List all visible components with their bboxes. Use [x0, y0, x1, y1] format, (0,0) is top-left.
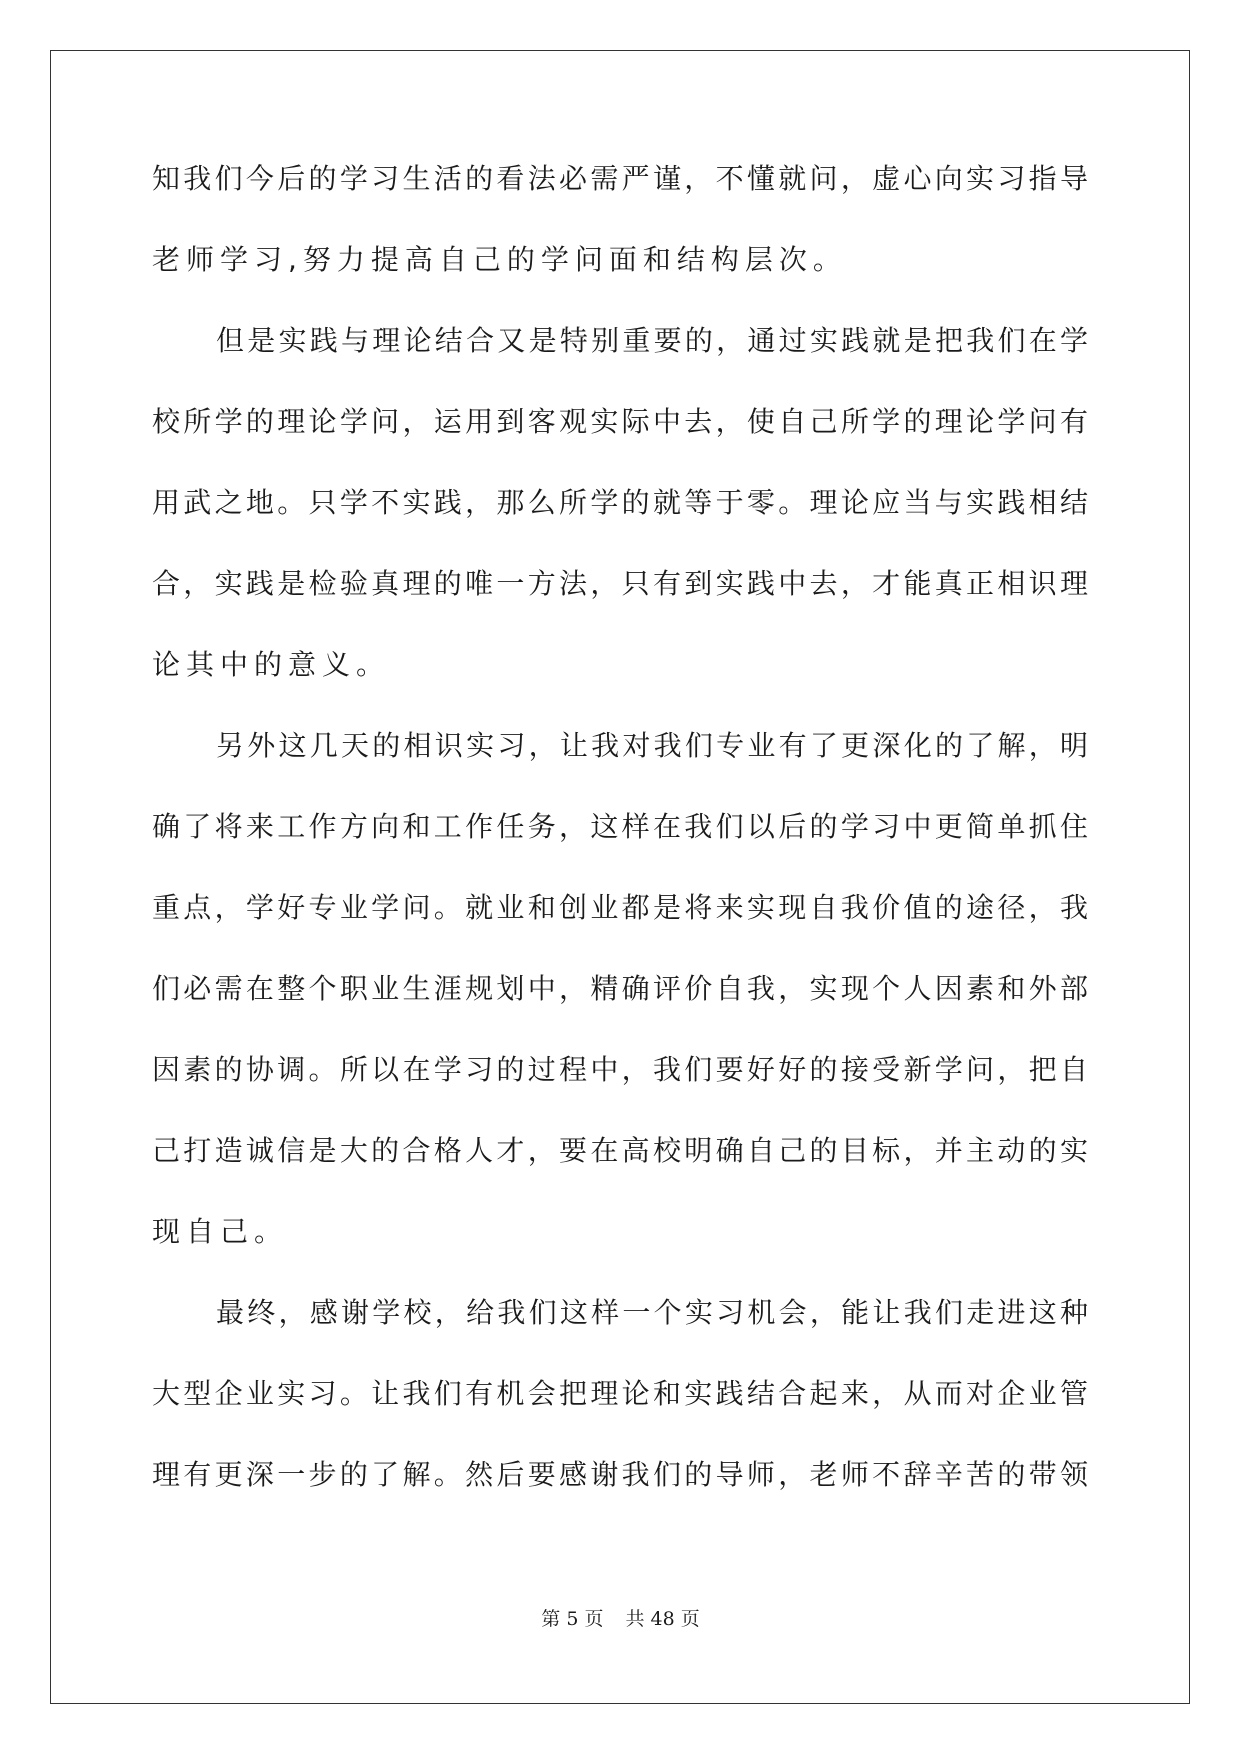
text-line: 另外这几天的相识实习，让我对我们专业有了更深化的了解，明 — [216, 729, 1088, 762]
text-line: 确了将来工作方向和工作任务，这样在我们以后的学习中更简单抓住 — [152, 810, 1088, 843]
text-line: 己打造诚信是大的合格人才，要在高校明确自己的目标，并主动的实 — [152, 1134, 1088, 1167]
current-page-number: 第 5 页 — [541, 1608, 604, 1630]
text-line: 论其中的意义。 — [152, 648, 391, 681]
text-line: 但是实践与理论结合又是特别重要的，通过实践就是把我们在学 — [216, 324, 1088, 357]
document-body — [152, 162, 1088, 1542]
text-line: 大型企业实习。让我们有机会把理论和实践结合起来，从而对企业管 — [152, 1377, 1088, 1410]
page-footer — [0, 1604, 1241, 1631]
text-line: 现自己。 — [152, 1215, 289, 1248]
text-line: 重点，学好专业学问。就业和创业都是将来实现自我价值的途径，我 — [152, 891, 1088, 924]
total-pages: 共 48 页 — [625, 1608, 700, 1630]
text-line: 最终，感谢学校，给我们这样一个实习机会，能让我们走进这种 — [216, 1296, 1088, 1329]
text-line: 合，实践是检验真理的唯一方法，只有到实践中去，才能真正相识理 — [152, 567, 1088, 600]
text-line: 因素的协调。所以在学习的过程中，我们要好好的接受新学问，把自 — [152, 1053, 1088, 1086]
text-line: 老师学习,努力提高自己的学问面和结构层次。 — [152, 243, 847, 276]
text-line: 们必需在整个职业生涯规划中，精确评价自我，实现个人因素和外部 — [152, 972, 1088, 1005]
text-line: 用武之地。只学不实践，那么所学的就等于零。理论应当与实践相结 — [152, 486, 1088, 519]
text-line: 知我们今后的学习生活的看法必需严谨，不懂就问，虚心向实习指导 — [152, 162, 1088, 195]
text-line: 理有更深一步的了解。然后要感谢我们的导师，老师不辞辛苦的带领 — [152, 1458, 1088, 1491]
text-line: 校所学的理论学问，运用到客观实际中去，使自己所学的理论学问有 — [152, 405, 1088, 438]
